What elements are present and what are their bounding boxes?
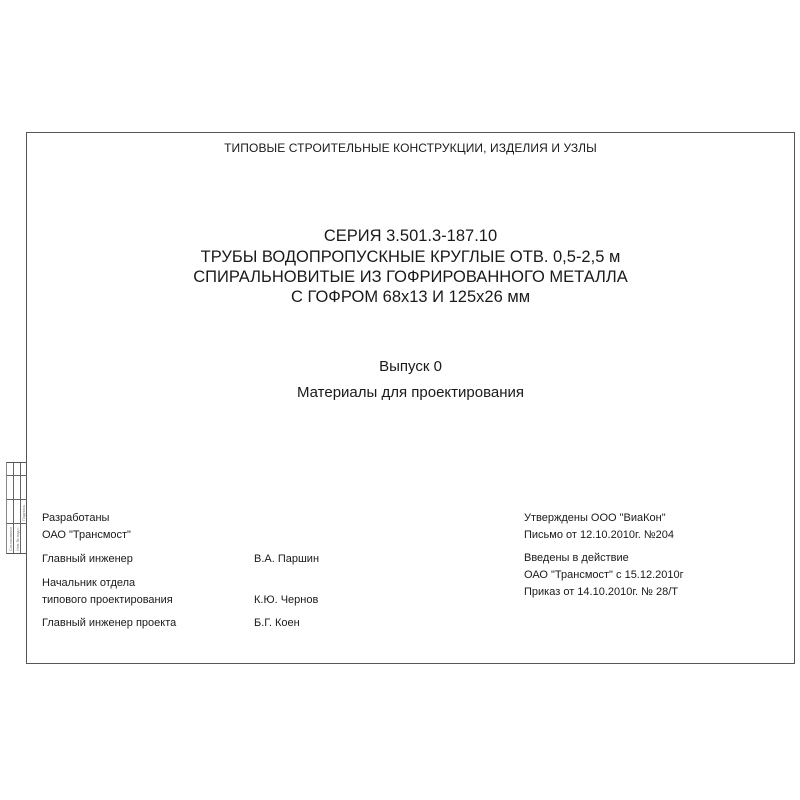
stub-label: Инв.№ подл. <box>15 527 20 551</box>
staff-role: Главный инженер проекта <box>42 617 177 629</box>
stub-label: Подпись <box>21 505 26 521</box>
staff-role: Главный инженер <box>42 553 133 565</box>
document-subtitle: Материалы для проектирования <box>296 384 525 401</box>
document-title-line: С ГОФРОМ 68х13 И 125х26 мм <box>290 288 531 306</box>
enacted-org: ОАО "Трансмост" с 15.12.2010г <box>524 569 684 581</box>
issue-number: Выпуск 0 <box>379 358 442 375</box>
developed-label: Разработаны <box>42 512 110 524</box>
developer-org: ОАО "Трансмост" <box>42 529 131 541</box>
enacted-order: Приказ от 14.10.2010г. № 28/Т <box>524 586 678 598</box>
staff-name: Б.Г. Коен <box>254 617 300 629</box>
stub-label: Согласовано <box>8 526 13 551</box>
staff-role: Начальник отдела <box>42 577 136 589</box>
staff-role: типового проектирования <box>42 594 173 606</box>
document-title-line: СПИРАЛЬНОВИТЫЕ ИЗ ГОФРИРОВАННОГО МЕТАЛЛА <box>193 268 628 286</box>
enacted-line: Введены в действие <box>524 552 629 564</box>
approved-line: Утверждены ООО "ВиаКон" <box>524 512 666 524</box>
staff-name: К.Ю. Чернов <box>254 594 319 606</box>
approved-letter: Письмо от 12.10.2010г. №204 <box>524 529 674 541</box>
series-number: СЕРИЯ 3.501.3-187.10 <box>323 227 498 245</box>
document-title-line: ТРУБЫ ВОДОПРОПУСКНЫЕ КРУГЛЫЕ ОТВ. 0,5-2,5 м <box>200 248 621 266</box>
staff-name: В.А. Паршин <box>254 553 320 565</box>
document-header: ТИПОВЫЕ СТРОИТЕЛЬНЫЕ КОНСТРУКЦИИ, ИЗДЕЛИЯ И УЗЛЫ <box>224 141 597 155</box>
side-stamp-table <box>6 462 27 554</box>
